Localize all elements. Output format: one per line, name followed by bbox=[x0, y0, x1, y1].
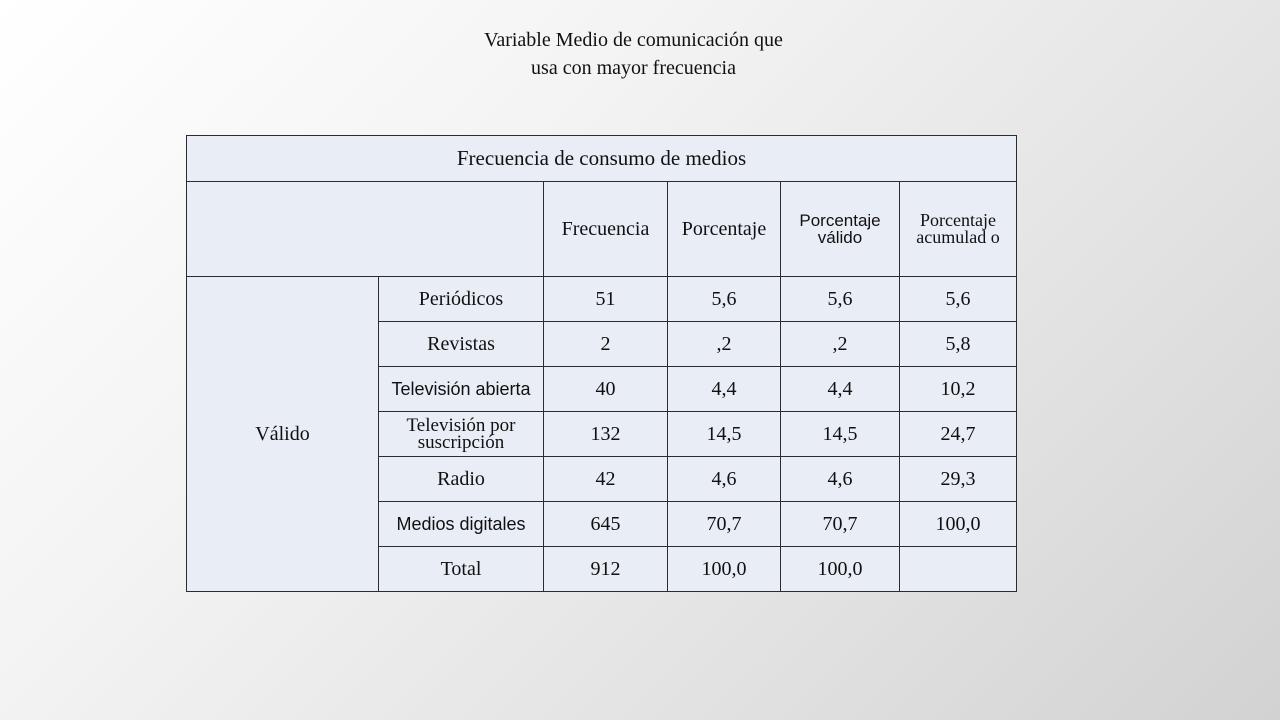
cell-porcentaje-acumulado: 29,3 bbox=[900, 457, 1017, 502]
cell-porcentaje-valido: 4,4 bbox=[781, 367, 900, 412]
cell-frecuencia: 912 bbox=[544, 547, 668, 592]
cell-porcentaje: 4,4 bbox=[668, 367, 781, 412]
table-row bbox=[187, 277, 1017, 322]
cell-porcentaje: 4,6 bbox=[668, 457, 781, 502]
cell-porcentaje-acumulado bbox=[900, 547, 1017, 592]
row-label: Total bbox=[379, 547, 544, 592]
cell-porcentaje-acumulado: 24,7 bbox=[900, 412, 1017, 457]
cell-porcentaje-acumulado: 5,6 bbox=[900, 277, 1017, 322]
row-label: Periódicos bbox=[379, 277, 544, 322]
slide-title bbox=[0, 26, 1267, 82]
row-label: Medios digitales bbox=[379, 502, 544, 547]
row-label: Televisión por suscripción bbox=[379, 412, 544, 457]
header-porcentaje-valido: Porcentaje válido bbox=[781, 182, 900, 277]
row-label: Televisión abierta bbox=[379, 367, 544, 412]
cell-porcentaje: 70,7 bbox=[668, 502, 781, 547]
header-frecuencia: Frecuencia bbox=[544, 182, 668, 277]
cell-porcentaje-valido: ,2 bbox=[781, 322, 900, 367]
row-label: Revistas bbox=[379, 322, 544, 367]
table-caption: Frecuencia de consumo de medios bbox=[187, 136, 1017, 182]
cell-porcentaje-valido: 100,0 bbox=[781, 547, 900, 592]
cell-porcentaje: 14,5 bbox=[668, 412, 781, 457]
cell-frecuencia: 132 bbox=[544, 412, 668, 457]
header-porcentaje-acumulado: Porcentaje acumulad o bbox=[900, 182, 1017, 277]
cell-frecuencia: 40 bbox=[544, 367, 668, 412]
group-label-valido: Válido bbox=[187, 277, 379, 592]
slide-title-line-1: Variable Medio de comunicación que bbox=[484, 29, 783, 51]
cell-porcentaje-acumulado: 5,8 bbox=[900, 322, 1017, 367]
cell-porcentaje-valido: 4,6 bbox=[781, 457, 900, 502]
row-label: Radio bbox=[379, 457, 544, 502]
cell-porcentaje: ,2 bbox=[668, 322, 781, 367]
cell-frecuencia: 42 bbox=[544, 457, 668, 502]
cell-porcentaje-acumulado: 10,2 bbox=[900, 367, 1017, 412]
cell-porcentaje-acumulado: 100,0 bbox=[900, 502, 1017, 547]
cell-frecuencia: 2 bbox=[544, 322, 668, 367]
cell-porcentaje-valido: 14,5 bbox=[781, 412, 900, 457]
cell-porcentaje: 100,0 bbox=[668, 547, 781, 592]
cell-frecuencia: 51 bbox=[544, 277, 668, 322]
cell-porcentaje: 5,6 bbox=[668, 277, 781, 322]
header-porcentaje: Porcentaje bbox=[668, 182, 781, 277]
header-empty-cell bbox=[187, 182, 544, 277]
frequency-table bbox=[186, 135, 1017, 592]
cell-porcentaje-valido: 5,6 bbox=[781, 277, 900, 322]
table-header-row bbox=[187, 182, 1017, 277]
slide-title-line-2: usa con mayor frecuencia bbox=[531, 57, 736, 79]
cell-porcentaje-valido: 70,7 bbox=[781, 502, 900, 547]
cell-frecuencia: 645 bbox=[544, 502, 668, 547]
